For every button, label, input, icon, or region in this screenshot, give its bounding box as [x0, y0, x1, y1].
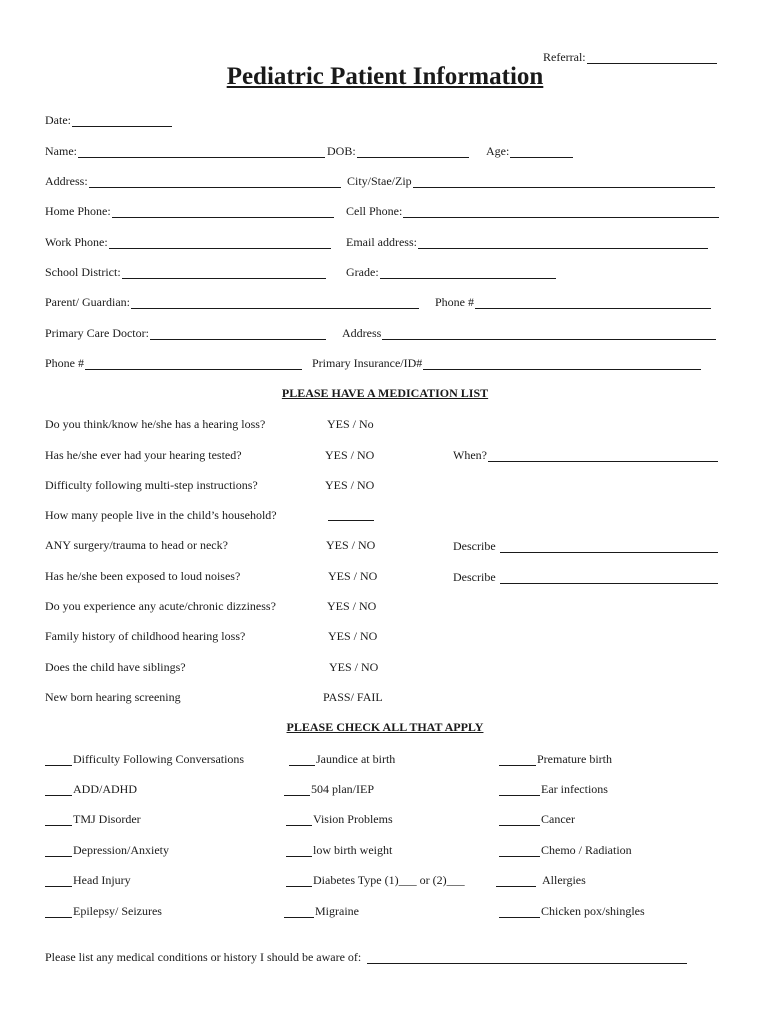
date-field[interactable]: [45, 111, 172, 127]
home-phone-field[interactable]: [45, 202, 334, 218]
email-label: Email address:: [346, 235, 417, 249]
parent-guardian-field[interactable]: [45, 293, 419, 309]
check-line[interactable]: [284, 784, 310, 796]
guardian-phone-field[interactable]: [435, 293, 711, 309]
check-item[interactable]: [499, 810, 575, 826]
name-line[interactable]: [78, 146, 325, 158]
question-siblings: Does the child have siblings?: [45, 660, 186, 674]
medication-heading: PLEASE HAVE A MEDICATION LIST: [281, 386, 489, 400]
check-label: Epilepsy/ Seizures: [73, 904, 162, 918]
check-label: TMJ Disorder: [73, 812, 141, 826]
check-label: Depression/Anxiety: [73, 843, 169, 857]
school-district-line[interactable]: [122, 267, 326, 279]
noise-describe-field[interactable]: [453, 568, 718, 584]
age-label: Age:: [486, 144, 510, 158]
answer-loud-noises[interactable]: YES / NO: [328, 569, 378, 583]
check-line[interactable]: [499, 814, 540, 826]
question-multistep: Difficulty following multi-step instructions?: [45, 478, 258, 492]
date-line[interactable]: [72, 115, 172, 127]
answer-surgery[interactable]: YES / NO: [326, 538, 376, 552]
parent-guardian-line[interactable]: [131, 297, 419, 309]
noise-describe-line[interactable]: [500, 572, 718, 584]
primary-insurance-field[interactable]: [312, 354, 701, 370]
referral-label: Referral:: [543, 50, 586, 64]
question-hearing-loss: Do you think/know he/she has a hearing loss?: [45, 417, 266, 431]
check-item[interactable]: [499, 902, 645, 918]
check-item[interactable]: [45, 902, 162, 918]
question-family-history: Family history of childhood hearing loss?: [45, 629, 246, 643]
answer-dizziness[interactable]: YES / NO: [327, 599, 377, 613]
age-line[interactable]: [510, 146, 573, 158]
check-item[interactable]: [499, 780, 608, 796]
primary-care-doctor-label: Primary Care Doctor:: [45, 326, 149, 340]
check-item[interactable]: [45, 750, 244, 766]
check-item[interactable]: [286, 841, 392, 857]
check-line[interactable]: [45, 814, 72, 826]
check-label: 504 plan/IEP: [311, 782, 374, 796]
check-label: Migraine: [315, 904, 359, 918]
household-count-line[interactable]: [328, 509, 374, 521]
check-item[interactable]: [45, 871, 131, 887]
check-label: Chicken pox/shingles: [541, 904, 645, 918]
cell-phone-field[interactable]: [346, 202, 719, 218]
answer-multistep[interactable]: YES / NO: [325, 478, 375, 492]
home-phone-label: Home Phone:: [45, 204, 111, 218]
check-label: Difficulty Following Conversations: [73, 752, 245, 766]
check-item[interactable]: [499, 750, 612, 766]
check-item[interactable]: [496, 871, 586, 887]
check-label: Vision Problems: [313, 812, 393, 826]
address-field[interactable]: [45, 172, 341, 188]
check-item[interactable]: [45, 810, 141, 826]
medical-history-field[interactable]: [45, 948, 687, 964]
check-item[interactable]: [289, 750, 395, 766]
check-label: low birth weight: [313, 843, 393, 857]
answer-newborn-screening[interactable]: PASS/ FAIL: [323, 690, 383, 704]
name-field[interactable]: [45, 142, 325, 158]
check-label: Ear infections: [541, 782, 608, 796]
check-label: Premature birth: [537, 752, 612, 766]
check-line[interactable]: [496, 875, 536, 887]
check-line[interactable]: [499, 906, 540, 918]
answer-family-history[interactable]: YES / NO: [328, 629, 378, 643]
medical-history-line[interactable]: [367, 952, 687, 964]
check-label: Chemo / Radiation: [541, 843, 632, 857]
doctor-phone-field[interactable]: [45, 354, 302, 370]
date-label: Date:: [45, 113, 71, 127]
question-household: How many people live in the child’s household?: [45, 508, 277, 522]
doctor-address-field[interactable]: [342, 324, 716, 340]
grade-label: Grade:: [346, 265, 379, 279]
check-all-heading: PLEASE CHECK ALL THAT APPLY: [286, 720, 484, 734]
dob-label: DOB:: [327, 144, 356, 158]
check-line[interactable]: [499, 784, 540, 796]
doctor-address-line[interactable]: [382, 328, 716, 340]
work-phone-line[interactable]: [109, 237, 331, 249]
cell-phone-label: Cell Phone:: [346, 204, 403, 218]
email-line[interactable]: [418, 237, 708, 249]
grade-field[interactable]: [346, 263, 556, 279]
when-label: When?: [453, 448, 487, 462]
check-line[interactable]: [286, 814, 312, 826]
address-label: Address:: [45, 174, 88, 188]
check-item[interactable]: [286, 810, 393, 826]
city-state-zip-field[interactable]: [347, 172, 715, 188]
check-label: Allergies: [542, 873, 586, 887]
surgery-describe-field[interactable]: [453, 537, 718, 553]
city-state-zip-line[interactable]: [413, 176, 715, 188]
question-newborn-screening: New born hearing screening: [45, 690, 181, 704]
check-line[interactable]: [45, 784, 72, 796]
check-line[interactable]: [289, 754, 315, 766]
age-field[interactable]: [486, 142, 573, 158]
grade-line[interactable]: [380, 267, 556, 279]
primary-insurance-label: Primary Insurance/ID#: [312, 356, 423, 370]
check-line[interactable]: [45, 906, 72, 918]
name-label: Name:: [45, 144, 77, 158]
check-label: Jaundice at birth: [316, 752, 396, 766]
check-line[interactable]: [499, 845, 540, 857]
surgery-describe-line[interactable]: [500, 541, 718, 553]
medical-history-label: Please list any medical conditions or history I should be aware of:: [45, 950, 362, 964]
check-label: Cancer: [541, 812, 575, 826]
city-state-zip-label: City/Stae/Zip: [347, 174, 412, 188]
email-field[interactable]: [346, 233, 708, 249]
answer-siblings[interactable]: YES / NO: [329, 660, 379, 674]
when-field[interactable]: [453, 446, 718, 462]
question-loud-noises: Has he/she been exposed to loud noises?: [45, 569, 241, 583]
check-item[interactable]: [45, 841, 169, 857]
question-dizziness: Do you experience any acute/chronic dizziness?: [45, 599, 276, 613]
noise-describe-label: Describe: [453, 570, 496, 584]
doctor-phone-line[interactable]: [85, 358, 302, 370]
page-title: Pediatric Patient Information: [226, 63, 544, 90]
check-item[interactable]: [45, 780, 137, 796]
check-line[interactable]: [499, 754, 536, 766]
check-item[interactable]: [499, 841, 632, 857]
check-line[interactable]: [284, 906, 314, 918]
primary-care-doctor-line[interactable]: [150, 328, 326, 340]
answer-hearing-tested[interactable]: YES / NO: [325, 448, 375, 462]
check-item[interactable]: [284, 902, 359, 918]
check-label: Diabetes Type (1)___ or (2)___: [313, 873, 465, 887]
doctor-phone-label: Phone #: [45, 356, 84, 370]
cell-phone-line[interactable]: [403, 206, 719, 218]
school-district-label: School District:: [45, 265, 121, 279]
guardian-phone-line[interactable]: [475, 297, 711, 309]
question-hearing-tested: Has he/she ever had your hearing tested?: [45, 448, 242, 462]
surgery-describe-label: Describe: [453, 539, 496, 553]
doctor-address-label: Address: [342, 326, 382, 340]
guardian-phone-label: Phone #: [435, 295, 474, 309]
check-label: ADD/ADHD: [73, 782, 137, 796]
check-line[interactable]: [45, 845, 72, 857]
check-line[interactable]: [45, 754, 72, 766]
when-line[interactable]: [488, 450, 718, 462]
home-phone-line[interactable]: [112, 206, 334, 218]
question-surgery: ANY surgery/trauma to head or neck?: [45, 538, 228, 552]
answer-hearing-loss[interactable]: YES / No: [327, 417, 374, 431]
check-item[interactable]: [286, 871, 465, 887]
parent-guardian-label: Parent/ Guardian:: [45, 295, 130, 309]
primary-insurance-line[interactable]: [423, 358, 701, 370]
check-item[interactable]: [284, 780, 374, 796]
check-line[interactable]: [286, 875, 312, 887]
check-line[interactable]: [286, 845, 312, 857]
check-label: Head Injury: [73, 873, 131, 887]
check-line[interactable]: [45, 875, 72, 887]
school-district-field[interactable]: [45, 263, 326, 279]
address-line[interactable]: [89, 176, 341, 188]
dob-line[interactable]: [357, 146, 469, 158]
primary-care-doctor-field[interactable]: [45, 324, 326, 340]
work-phone-label: Work Phone:: [45, 235, 108, 249]
dob-field[interactable]: [327, 142, 469, 158]
work-phone-field[interactable]: [45, 233, 331, 249]
